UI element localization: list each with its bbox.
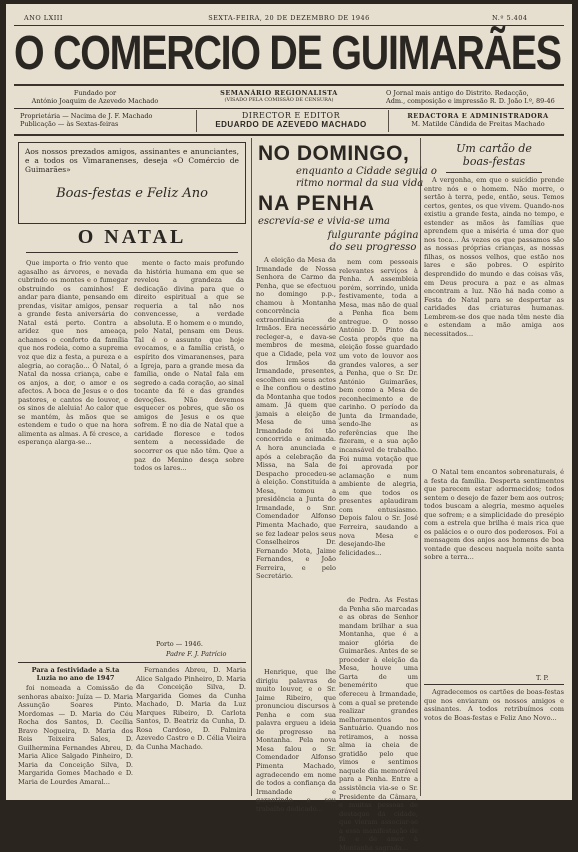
boas-festas-text: A vergonha, em que o suicídio prende entre nós e o homem. Não morre, o sertão à terra, pede, então, seus. Temos certos, gentes, os que vivem. Quando-nos existiu a grande festa, ainda no tempo, e estender as mãos às famílias que aprendem que a miséria é uma dor que nos toca... Às vezes os que passamos são as nossas próprias crianças, as nossas filhas, os nossos velhos, que estão nos lares e são pobres. O espírito desprendido do mundo e das coisas vãs, em Deus procura a paz e as almas encontram a luz. Não há nada como a Festa do Natal para se despertar as caridades das criaturas humanas. Lembrem-se dos que nada têm neste dia e estendam a mão amiga aos necessitados... xyxy=(424,176,564,338)
natal-col-2: mente o facto mais profundo da história humana em que se revelou a grandeza da dedicação divina para que o direito espiritual a que se requeria a tal não nos convencesse, a verdade absoluta. E o homem e o mundo, pelo Natal, pensam em Deus. Tal é o assunto que hoje evocamos, e a família cristã, o espírito dos vimaranenses, para a Igreja, para a grande mesa da família, onde o Natal fala em segredo a cada coração, ao sinal tocante da fé e das grandes devoções. Não devemos esquecer os pobres, que são os amigos de Jesus e os que sofrem. É no dia de Natal que a caridade floresce e todos sentem a necessidade de socorrer os que não têm. Que a paz do Menino desça sobre todos os lares... xyxy=(134,259,244,473)
founded-by: Fundado por António Joaquim de Azevedo Machado xyxy=(31,89,159,105)
domingo-col-2: nem com pessoais relevantes serviços à Penha. A assembleia porém, sorrindo, unida festivamente, toda a Mesa, mas não de qual a Penha fica bem entregue. O nosso António D. Pinto da Costa propôs que na eleição fosse guardado um voto de louvor aos grandes valores, a ser a Penha, que o Sr. Dr. António Guimarães, bem como a Mesa de reconhecimento e de carinho. O período da Junta da Irmandade, sendo-lhe as referências que lhe fizeram, e a sua ação incansável de trabalho. Foi numa votação que foi aprovada por aclamação e num ambiente de alegria, em que todos os presentes aplaudiram com entusiasmo. Depois falou o Sr. José Ferreira, saudando a nova Mesa e desejando-lhe felicidades... xyxy=(339,258,418,557)
natal-col-1: Que importa o frio vento que agasalho as árvores, e nevada cubrindo os montes e o fumegar obstruindo os caminhos! É andar para diante, pensando em prendas, visitar amigos, pensar a grande festa aniversária do Natal está perto. Contra a aridez que nos ameaça, achamos o conforto da família que nos rodeia, como a suprema voz que diz a festa, a pureza e a alegria, ao coração... Ó Natal, ó Natal da nossa criança, cabe e os anjos, a dor, o amor e os afectos. A boca de Jesus e o dos pastores, e cantos de louvor, e os sinos de aleluia! Ao calor que se mantém, às mãos que se estendem e tudo o que na hora alimenta as almas. A fé cresce, a esperança alarga-se... xyxy=(18,259,128,447)
year-label: ANO LXIII xyxy=(24,14,63,22)
tagline: SEMANÁRIO REGIONALISTA (VISADO PELA COMISSÃO DE CENSURA) xyxy=(220,89,338,103)
masthead-title: O COMERCIO DE GUIMARÃES xyxy=(14,27,561,80)
owner-info: Proprietária — Nacima de J. F. Machado Publicação — às Sextas-feiras xyxy=(20,112,153,128)
cards-thanks: Agradecemos os cartões de boas-festas que nos enviaram os nossos amigos e assinantes. A todos retribuímos com votos de Boas-festas e Feliz Ano Novo... xyxy=(424,688,564,722)
greeting-wish: Boas-festas e Feliz Ano xyxy=(56,186,208,201)
penha-title: NA PENHA xyxy=(258,192,375,215)
admin-info: REDACTORA E ADMINISTRADORA M. Matilde Cândida de Freitas Machado xyxy=(407,112,549,128)
greeting-box xyxy=(18,142,246,224)
domingo-col-1: A eleição da Mesa da Irmandade de Nossa Senhora de Carmo da Penha, que se efectuou no domingo p.p., chamou à Montanha concorrência extraordinária de Irmãos. Era necessário recleger-a, e dava-se membros de mesma, que a Cidade, pela voz dos Irmãos da Irmandade, presentes, escolheu em seus actos e lhe confiou o destino da Montanha que todos amam. Já quem que jamais a eleição de Mesa de uma Irmandade foi tão concorrida e animada. A hora anunciada e após a celebração da Missa, na Sala de Despacho procedeu-se à eleição. Constituída a Mesa, tomou a presidência a Junta do Irmandade, o Snr. Comendador Alfonso Pimenta Machado, que se fez ladear pelos seus Conselheiros Dr. Fernando Mota, Jaime Fernandes, e João Ferreira, e pelo Secretário. xyxy=(256,256,336,581)
domingo-sub: enquanto a Cidade seguia o ritmo normal da sua vida xyxy=(296,166,437,189)
issue-number: N.º 5.404 xyxy=(492,14,528,22)
boas-festas-text-2: O Natal tem encantos sobrenaturais, é a festa da família. Desperta sentimentos que parecem estar adormecidos; todos sentem o desejo de fazer bem aos outros; todos buscam a alegria, mesmo aqueles que sofrem; e a simplicidade do presépio com a estrela que brilha é mais rica que os palácios e o ouro dos poderosos. Foi a mensagem dos anjos aos homens de boa vontade que desceu naquela noite santa sobre a terra... xyxy=(424,468,564,562)
domingo-title: NO DOMINGO, xyxy=(258,142,410,165)
festividade-text-2: Fernandes Abreu, D. Maria Alice Salgado Pinheiro, D. Maria da Conceição Silva, D. Margarida Gomes da Cunha Machado, D. Maria da Luz Marques Ribeiro, D. Carlota Santos, D. Beatriz da Cunha, D. Rosa Cardoso, D. Palmira Azevedo Castro e D. Célia Vieira da Cunha Machado. xyxy=(136,666,246,751)
natal-title: O NATAL xyxy=(77,226,187,248)
boas-festas-title: Um cartão de boas-festas xyxy=(456,142,532,168)
festividade-title: Para a festividade a S.ta Luzia no ano de 1947 xyxy=(31,666,120,682)
festividade-text: foi nomeada a Comissão de senhoras abaixo: Juíza — D. Maria Assunção Soares Pinto. Mordomas — D. Maria do Céu Rocha dos Santos, D. Cecília Bravo Nogueira, D. Maria dos Reis Teixeira Sales, D. Guilhermina Fernandes Abreu, D. Maria Alice Salgado Pinheiro, D. Maria da Conceição Silva, D. Margarida Gomes Machado e D. Maria de Lourdes Amaral... xyxy=(18,684,133,787)
print-info: O Jornal mais antigo do Distrito. Redacção, Adm., composição e impressão R. D. João I.º, 89-46 xyxy=(386,89,555,105)
issue-date: SEXTA-FEIRA, 20 DE DEZEMBRO DE 1946 xyxy=(208,14,370,22)
greeting-text: Aos nossos prezados amigos, assinantes e anunciantes, e a todos os Vimaranenses, deseja «O Comércio de Guimarães» xyxy=(25,147,239,174)
domingo-col-3: de Pedra. As Festas da Penha são marcadas e as obras de Senhor mandam brilhar a sua Montanha, que é a maior glória de Guimarães. Antes de se proceder à eleição da Mesa, houve uma Garta de um benemérito que ofereceu à Irmandade, com a qual se pretende realizar grandes melhoramentos no Santuário. Quando nos retiramos, a nossa alma ia cheia de gratidão pelo que vimos e sentimos naquele dia memorável para a Penha. Entre a assistência via-se o Sr. Presidente da Câmara, e muitas pessoas de destaque da cidade, que vieram associar-se a essa manifestação de fé e de amor à Montanha sagrada... xyxy=(339,596,418,852)
director-info: DIRECTOR E EDITOR EDUARDO DE AZEVEDO MACHADO xyxy=(215,111,367,129)
natal-author: Padre F. J. Patrício xyxy=(166,650,227,658)
penha-subtitle: escrevia-se e vivia-se uma xyxy=(258,216,391,227)
newspaper-page xyxy=(6,4,572,852)
progress-subtitle: fulgurante página do seu progresso xyxy=(327,230,419,253)
penha-continued: Henrique, que lhe dirigiu palavras de muito louvor, e o Sr. Jaime Ribeiro, que pronunciou discursos à Penha e com sua palavra ergueu a ideia de progresso na Montanha. Pela nova Mesa falou o Sr. Comendador Alfonso Pimenta Machado, agradecendo em nome de todos a confiança da Irmandade e garantindo o seu trabalho dedicado... xyxy=(256,668,336,813)
boas-festas-signature: T. P. xyxy=(536,674,549,682)
natal-place: Porto — 1946. xyxy=(156,640,203,648)
